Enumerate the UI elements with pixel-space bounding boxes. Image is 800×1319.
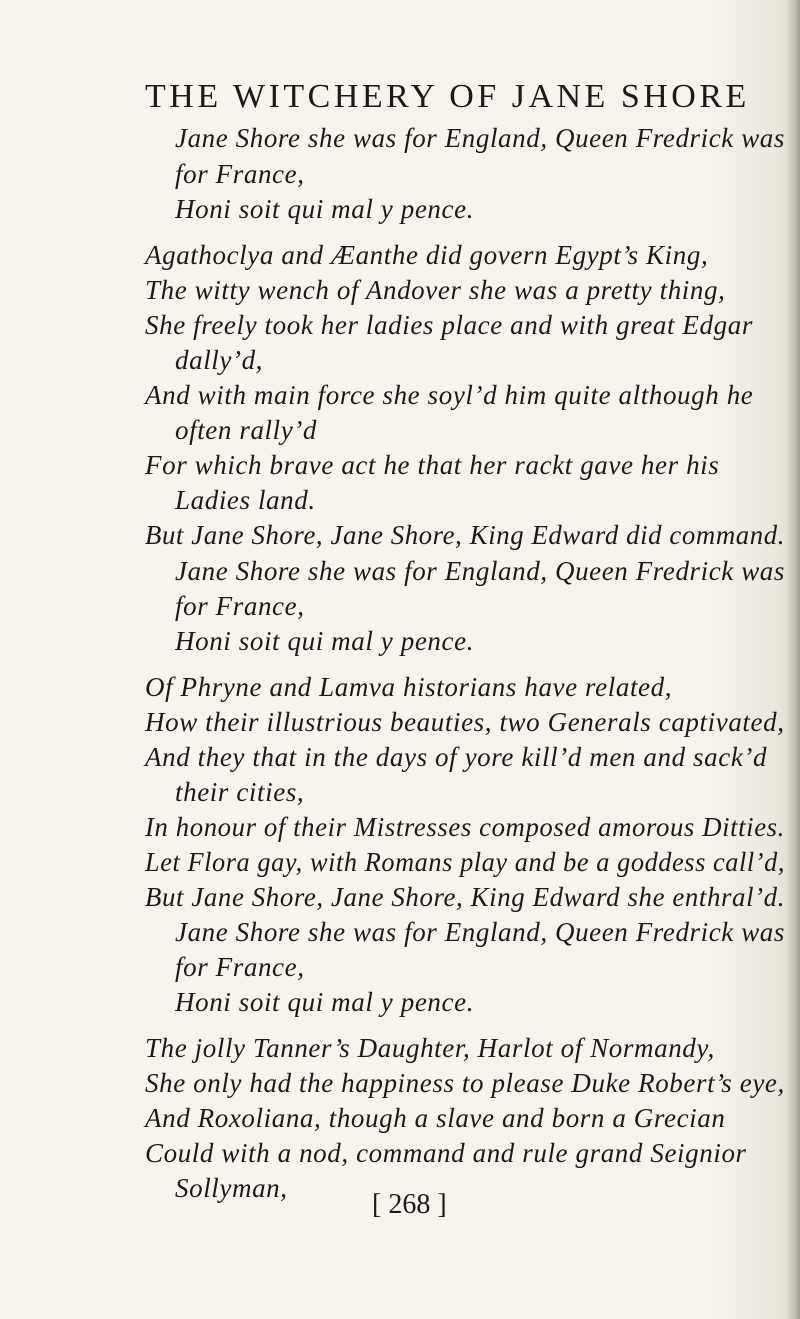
verse-line: Agathoclya and Æanthe did govern Egypt’s King,	[145, 240, 709, 270]
verse-line: Honi soit qui mal y pence.	[175, 194, 475, 224]
verse-line: For which brave act he that her rackt gave her his	[145, 450, 720, 480]
verse-line: But Jane Shore, Jane Shore, King Edward she enthral’d.	[145, 882, 786, 912]
page-edge-shadow	[786, 0, 800, 1319]
verse-line: And with main force she soyl’d him quite although he	[145, 380, 754, 410]
verse-line: for France,	[175, 591, 305, 621]
verse-line: Ladies land.	[175, 485, 316, 515]
verse-line: And Roxoliana, though a slave and born a Grecian	[145, 1103, 726, 1133]
verse-line: Let Flora gay, with Romans play and be a goddess call’d,	[145, 847, 786, 877]
verse-line: She freely took her ladies place and with great Edgar	[145, 310, 753, 340]
running-head: THE WITCHERY OF JANE SHORE	[145, 78, 750, 115]
verse-line: for France,	[175, 159, 305, 189]
verse-line: Jane Shore she was for England, Queen Fredrick was	[175, 556, 786, 586]
page-number: [ 268 ]	[372, 1189, 447, 1220]
verse-line: their cities,	[175, 777, 305, 807]
verse-line: Jane Shore she was for England, Queen Fredrick was	[175, 123, 786, 153]
verse-line: Of Phryne and Lamva historians have related,	[145, 672, 673, 702]
verse-line: Could with a nod, command and rule grand Seignior	[145, 1138, 747, 1168]
verse-line: Honi soit qui mal y pence.	[175, 987, 475, 1017]
verse-line: How their illustrious beauties, two Generals captivated,	[145, 707, 785, 737]
verse-line: And they that in the days of yore kill’d men and sack’d	[145, 742, 768, 772]
verse-line: She only had the happiness to please Duke Robert’s eye,	[145, 1068, 785, 1098]
verse-line: But Jane Shore, Jane Shore, King Edward did command.	[145, 520, 786, 550]
verse-line: In honour of their Mistresses composed amorous Ditties.	[145, 812, 785, 842]
verse-line: Sollyman,	[175, 1173, 288, 1203]
verse-line: Jane Shore she was for England, Queen Fredrick was	[175, 917, 786, 947]
verse-line: often rally’d	[175, 415, 318, 445]
verse-line: for France,	[175, 952, 305, 982]
verse-line: The witty wench of Andover she was a pretty thing,	[145, 275, 726, 305]
verse-line: The jolly Tanner’s Daughter, Harlot of Normandy,	[145, 1033, 715, 1063]
verse-line: Honi soit qui mal y pence.	[175, 626, 475, 656]
verse-line: dally’d,	[175, 345, 264, 375]
